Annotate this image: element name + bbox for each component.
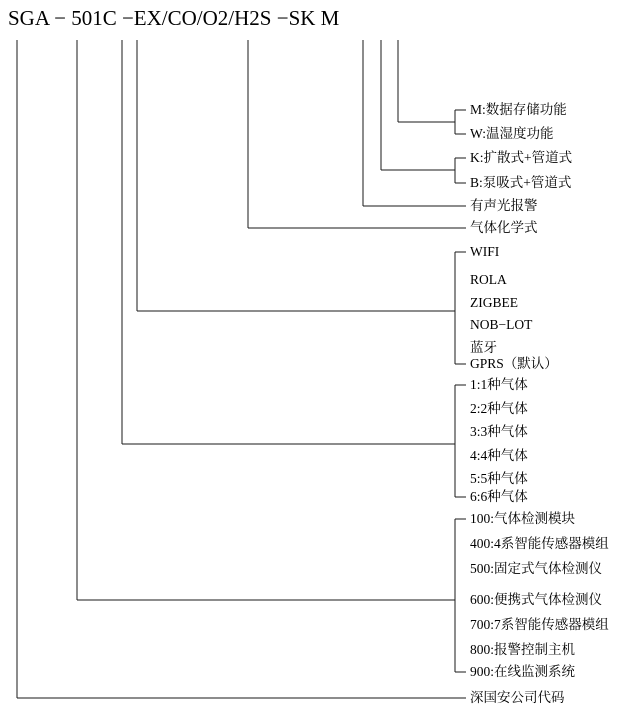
label-series-900: 900:在线监测系统 [470, 664, 576, 679]
label-series-700: 700:7系智能传感器模组 [470, 617, 609, 632]
label-gas-3: 3:3种气体 [470, 424, 528, 439]
label-sensor-principle: 气体化学式 [470, 220, 538, 235]
label-series-800: 800:报警控制主机 [470, 642, 576, 657]
label-series-500: 500:固定式气体检测仪 [470, 561, 603, 576]
label-gas-2: 2:2种气体 [470, 401, 528, 416]
label-storage-w: W:温湿度功能 [470, 126, 554, 141]
label-comm-nblot: NOB−LOT [470, 317, 533, 332]
label-sampling-b: B:泵吸式+管道式 [470, 175, 572, 190]
label-gas-4: 4:4种气体 [470, 448, 528, 463]
label-comm-wifi: WIFI [470, 244, 500, 259]
label-company-code: 深国安公司代码 [470, 690, 565, 705]
label-comm-bluetooth: 蓝牙 [470, 340, 497, 355]
label-comm-zigbee: ZIGBEE [470, 295, 518, 310]
label-gas-5: 5:5种气体 [470, 471, 528, 486]
label-alarm: 有声光报警 [470, 198, 538, 213]
label-comm-gprs: GPRS（默认） [470, 356, 558, 371]
label-gas-6: 6:6种气体 [470, 489, 528, 504]
page-title: SGA − 501C −EX/CO/O2/H2S −SK M [8, 6, 340, 30]
label-sampling-k: K:扩散式+管道式 [470, 150, 573, 165]
label-storage-m: M:数据存储功能 [470, 102, 567, 117]
label-gas-1: 1:1种气体 [470, 377, 528, 392]
label-series-600: 600:便携式气体检测仪 [470, 592, 603, 607]
label-series-400: 400:4系智能传感器模组 [470, 536, 609, 551]
label-series-100: 100:气体检测模块 [470, 511, 576, 526]
label-comm-rola: ROLA [470, 272, 507, 287]
